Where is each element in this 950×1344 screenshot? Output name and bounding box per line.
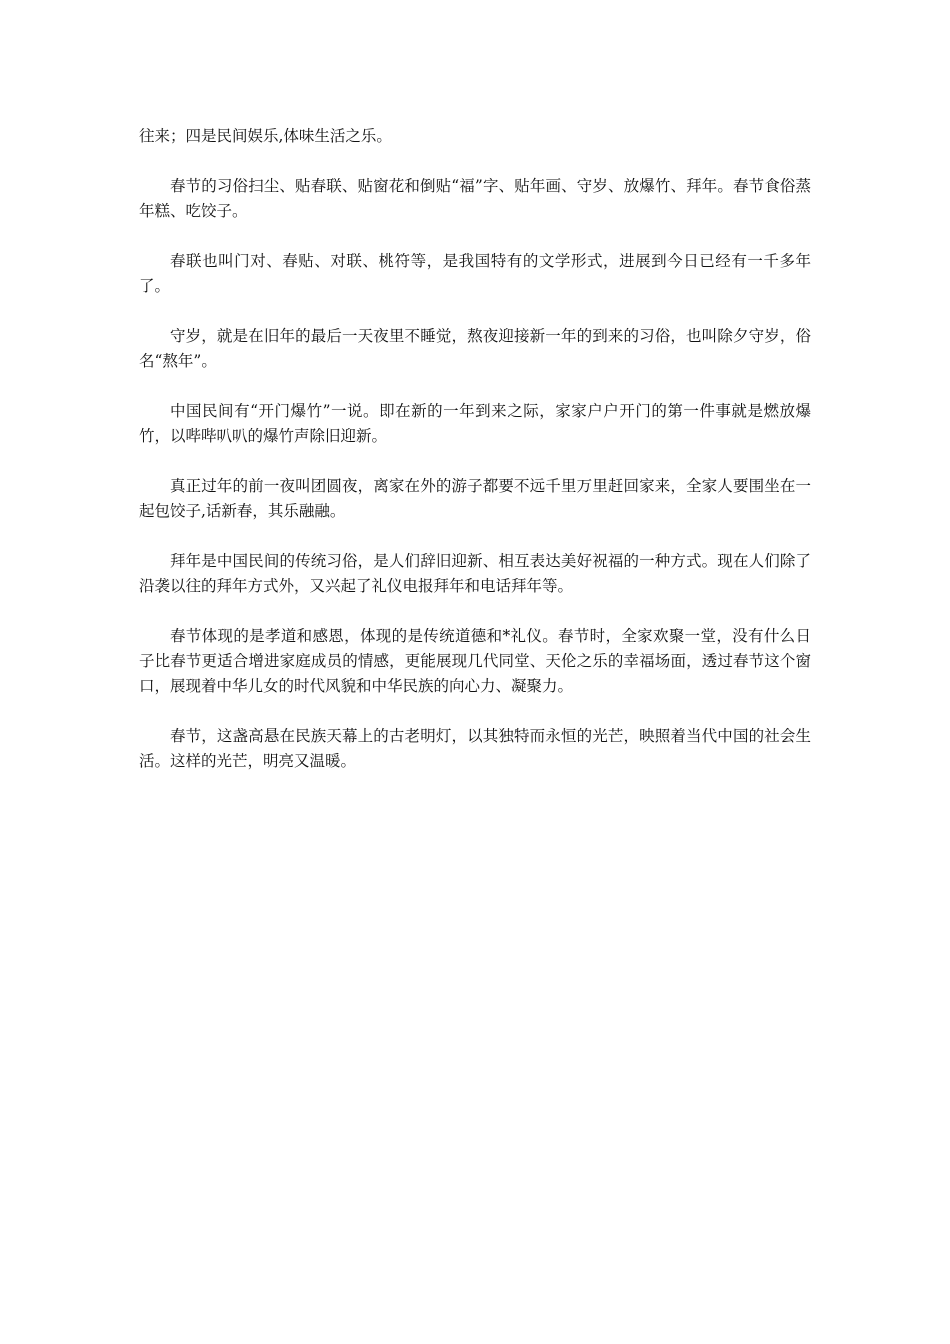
paragraph-7: 拜年是中国民间的传统习俗，是人们辞旧迎新、相互表达美好祝福的一种方式。现在人们除了沿袭以往的拜年方式外，又兴起了礼仪电报拜年和电话拜年等。 [139, 552, 811, 595]
paragraph-3: 春联也叫门对、春贴、对联、桃符等，是我国特有的文学形式，进展到今日已经有一千多年了。 [139, 252, 811, 295]
paragraph-9: 春节，这盏高悬在民族天幕上的古老明灯，以其独特而永恒的光芒，映照着当代中国的社会生活。这样的光芒，明亮又温暖。 [139, 727, 811, 770]
document-body [139, 124, 811, 774]
paragraph-5: 中国民间有“开门爆竹”一说。即在新的一年到来之际，家家户户开门的第一件事就是燃放爆竹，以哔哔叭叭的爆竹声除旧迎新。 [139, 402, 811, 445]
paragraph-2: 春节的习俗扫尘、贴春联、贴窗花和倒贴“福”字、贴年画、守岁、放爆竹、拜年。春节食俗蒸年糕、吃饺子。 [139, 177, 811, 220]
paragraph-6: 真正过年的前一夜叫团圆夜，离家在外的游子都要不远千里万里赶回家来，全家人要围坐在一起包饺子,话新春，其乐融融。 [139, 477, 811, 520]
paragraph-1: 往来；四是民间娱乐,体味生活之乐。 [139, 127, 392, 145]
paragraph-8: 春节体现的是孝道和感恩，体现的是传统道德和*礼仪。春节时，全家欢聚一堂，没有什么日子比春节更适合增进家庭成员的情感，更能展现几代同堂、天伦之乐的幸福场面，透过春节这个窗口，展现着中华儿女的时代风貌和中华民族的向心力、凝聚力。 [139, 627, 811, 695]
paragraph-4: 守岁，就是在旧年的最后一天夜里不睡觉，熬夜迎接新一年的到来的习俗，也叫除夕守岁，俗名“熬年”。 [139, 327, 811, 370]
